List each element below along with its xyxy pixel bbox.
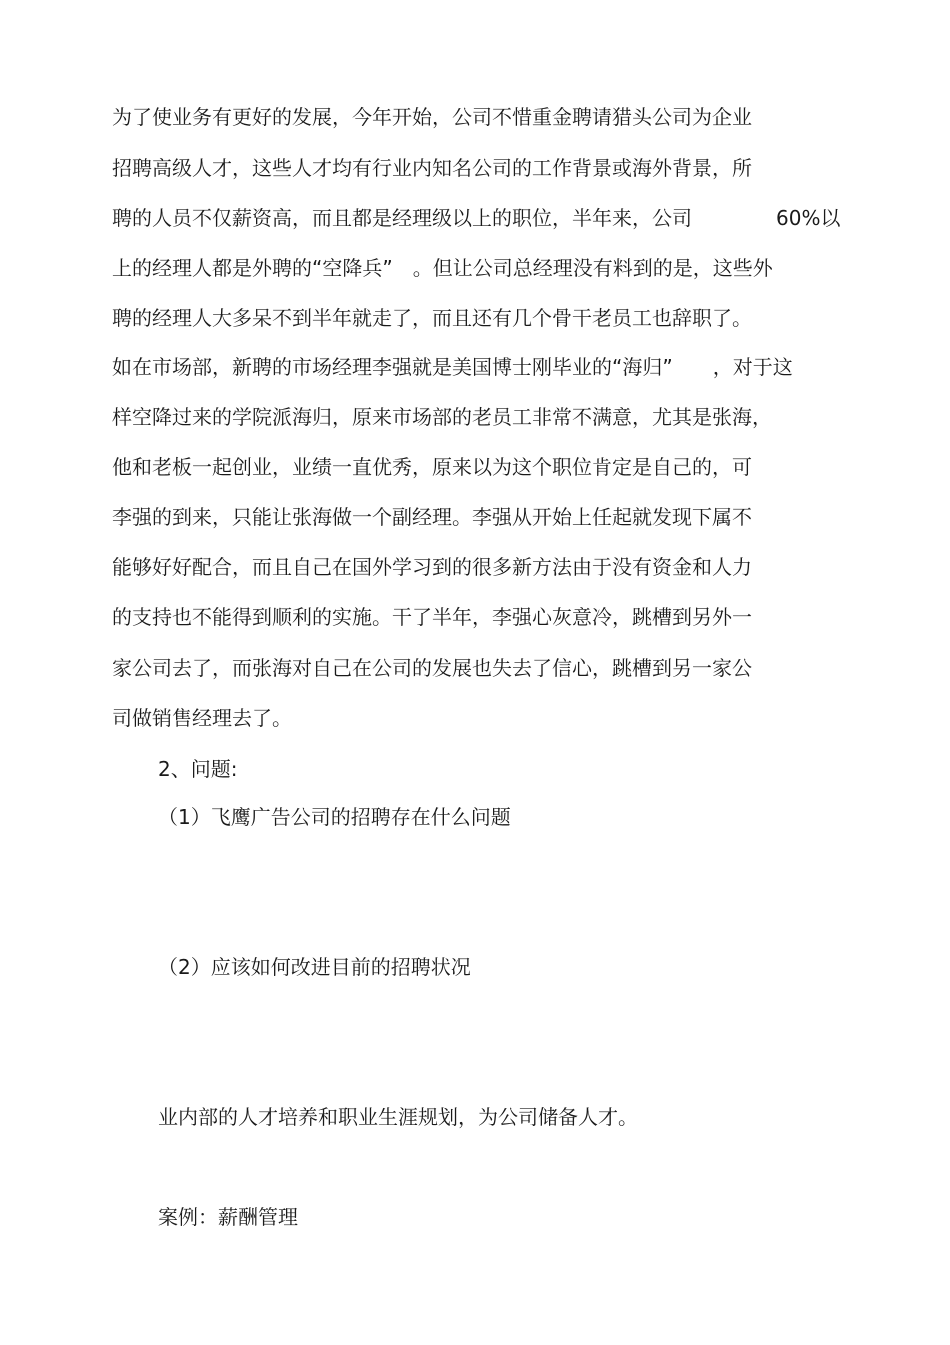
body-line-3: 聘的人员不仅薪资高，而且都是经理级以上的职位，半年来，公司	[112, 206, 692, 230]
body-line-6: 如在市场部，新聘的市场经理李强就是美国博士刚毕业的“海归” ，对于这	[112, 355, 793, 379]
body-line-8: 他和老板一起创业，业绩一直优秀，原来以为这个职位肯定是自己的，可	[112, 455, 752, 479]
body-line-12: 家公司去了，而张海对自己在公司的发展也失去了信心，跳槽到另一家公	[112, 656, 752, 680]
body-line-13: 司做销售经理去了。	[112, 706, 292, 730]
body-line-4: 上的经理人都是外聘的“空降兵” 。但让公司总经理没有料到的是，这些外	[112, 256, 773, 280]
body-line-2: 招聘高级人才，这些人才均有行业内知名公司的工作背景或海外背景，所	[112, 156, 752, 180]
body-line-11: 的支持也不能得到顺利的实施。干了半年，李强心灰意冷，跳槽到另外一	[112, 605, 752, 629]
closing-line: 业内部的人才培养和职业生涯规划，为公司储备人才。	[158, 1105, 638, 1129]
case-title: 案例：薪酬管理	[158, 1205, 298, 1229]
body-line-9: 李强的到来，只能让张海做一个副经理。李强从开始上任起就发现下属不	[112, 505, 752, 529]
body-line-7: 样空降过来的学院派海归，原来市场部的老员工非常不满意，尤其是张海，	[112, 405, 772, 429]
body-line-3-percentage: 60%以	[776, 206, 841, 230]
question-2: （2）应该如何改进目前的招聘状况	[158, 955, 471, 979]
question-1: （1）飞鹰广告公司的招聘存在什么问题	[158, 805, 511, 829]
body-line-10: 能够好好配合，而且自己在国外学习到的很多新方法由于没有资金和人力	[112, 555, 752, 579]
questions-heading: 2、问题:	[158, 757, 238, 781]
body-line-5: 聘的经理人大多呆不到半年就走了，而且还有几个骨干老员工也辞职了。	[112, 306, 752, 330]
body-line-1: 为了使业务有更好的发展，今年开始，公司不惜重金聘请猎头公司为企业	[112, 105, 752, 129]
